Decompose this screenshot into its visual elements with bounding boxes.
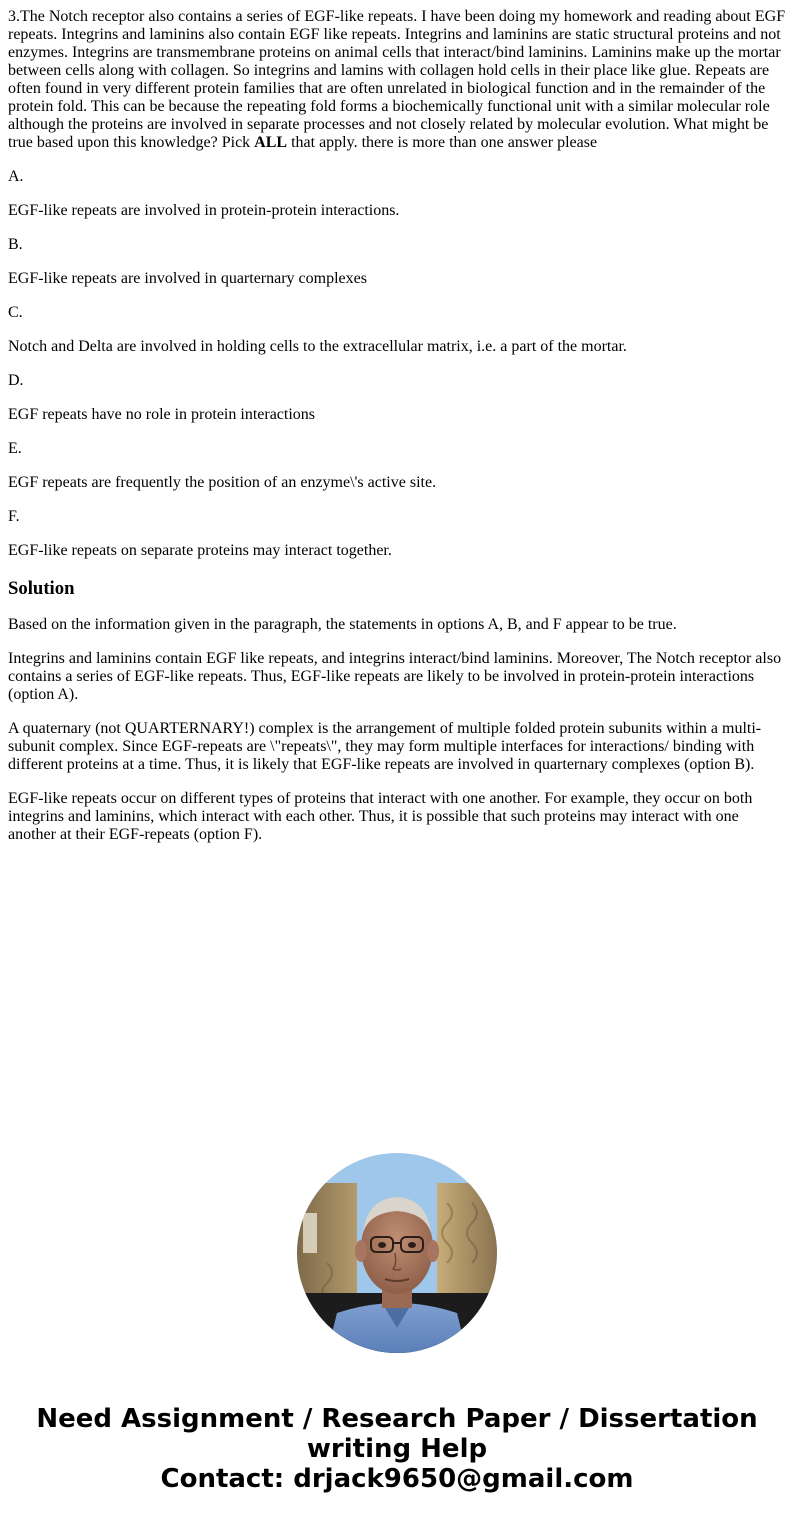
footer-line-1: Need Assignment / Research Paper / Dissertation [36,1404,758,1434]
question-emphasis: ALL [254,134,288,151]
solution-paragraph: A quaternary (not QUARTERNARY!) complex is the arrangement of multiple folded protein subunits within a multi-subunit complex. Since EGF-repeats are \"repeats\", they may form multiple interfaces for interactions/ binding with different proteins at a time. Thus, it is likely that EGF-like repeats are involved in quarternary complexes (option B). [8,720,762,773]
solution-heading: Solution [8,578,75,599]
footer-contact: Contact: drjack9650@gmail.com [160,1464,634,1494]
author-avatar [297,1153,497,1353]
solution-paragraph: Integrins and laminins contain EGF like repeats, and integrins interact/bind laminins. Moreover, The Notch receptor also contains a series of EGF-like repeats. Thus, EGF-like repeats are likely to be involved in protein-protein interactions (option A). [8,650,782,703]
option-f-letter: F. [8,508,20,525]
question-intro: 3.The Notch receptor also contains a series of EGF-like repeats. I have been doing my homework and reading about EGF repeats. Integrins and laminins also contain EGF like repeats. Integrins and laminins are static structural proteins and not enzymes. Integrins are transmembrane proteins on animal cells that interact/bind laminins. Laminins make up the mortar between cells along with collagen. So integrins and lamins with collagen hold cells in their place like glue. Repeats are often found in very different protein families that are often unrelated in biological function and in the remainder of the protein fold. This can be because the repeating fold forms a biochemically functional unit with a similar molecular role although the proteins are involved in separate processes and not closely related by molecular evolution. What might be true based upon this knowledge? Pick [8,8,786,151]
option-c-letter: C. [8,304,23,321]
footer-line-2: writing Help [306,1434,488,1464]
option-d-letter: D. [8,372,24,389]
option-f-text: EGF-like repeats on separate proteins may interact together. [8,542,392,559]
option-a-letter: A. [8,168,24,185]
option-a-text: EGF-like repeats are involved in protein-protein interactions. [8,202,400,219]
option-e-letter: E. [8,440,22,457]
solution-paragraph: EGF-like repeats occur on different types of proteins that interact with one another. For example, they occur on both integrins and laminins, which interact with each other. Thus, it is possible that such proteins may interact with one another at their EGF-repeats (option F). [8,790,753,843]
question-text [8,8,786,152]
option-d-text: EGF repeats have no role in protein interactions [8,406,316,423]
option-e-text: EGF repeats are frequently the position of an enzyme\'s active site. [8,474,437,491]
author-photo [297,1153,497,1353]
option-b-letter: B. [8,236,23,253]
question-instruction: that apply. there is more than one answer please [287,134,598,151]
option-b-text: EGF-like repeats are involved in quarternary complexes [8,270,367,287]
footer-promo [0,1404,794,1494]
option-c-text: Notch and Delta are involved in holding cells to the extracellular matrix, i.e. a part of the mortar. [8,338,627,355]
solution-paragraph: Based on the information given in the paragraph, the statements in options A, B, and F appear to be true. [8,616,677,633]
